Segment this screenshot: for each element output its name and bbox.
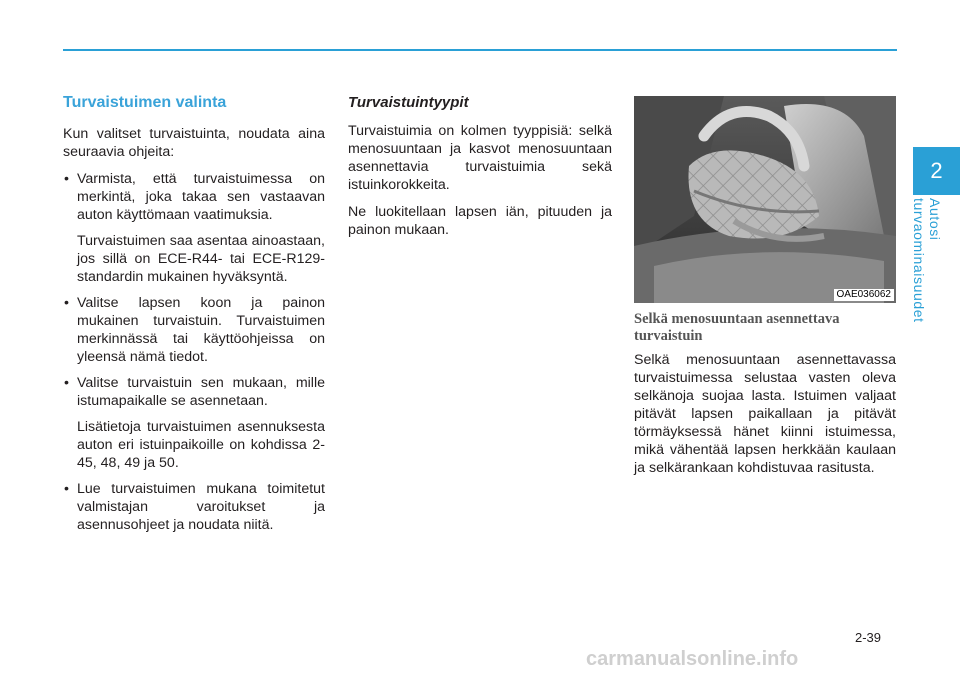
list-item (63, 294, 325, 366)
types-paragraph: Turvaistuimia on kolmen tyyppisiä: selkä menosuuntaan ja kasvot menosuuntaan asennettavia turvaistuimia sekä istuinkorokkeita. (348, 123, 612, 193)
rear-facing-seat-photo (634, 96, 896, 303)
rear-facing-paragraph: Selkä menosuuntaan asennettavassa turvaistuimessa selustaa vasten oleva selkänoja suojaa lasta. Istuimen valjaat pitävät lapsen paikallaan ja pitävät törmäyksessä hänet kiinni istuimessa, mikä vähentää lapsen herkkään kaulaan ja selkärankaan kohdistuvaa rasitusta. (634, 352, 896, 476)
classification-paragraph: Ne luokitellaan lapsen iän, pituuden ja painon mukaan. (348, 204, 612, 238)
section-title: Turvaistuimen valinta (63, 94, 227, 111)
column-left (63, 90, 325, 542)
intro-paragraph: Kun valitset turvaistuinta, noudata aina seuraavia ohjeita: (63, 126, 325, 160)
column-middle (348, 90, 612, 248)
header-rule (63, 49, 897, 51)
chapter-label: Autosi turvaominaisuudet (911, 198, 943, 323)
subsection-title: Turvaistuintyypit (348, 94, 469, 111)
list-item (63, 170, 325, 286)
bullet-icon: • (64, 481, 69, 497)
bullet-icon: • (64, 171, 69, 187)
car-seat-illustration (634, 96, 896, 303)
list-item-note: Turvaistuimen saa asentaa ainoastaan, jos sillä on ECE-R44- tai ECE-R129-standardin mukainen hyväksyntä. (77, 233, 325, 285)
list-item-text: Varmista, että turvaistuimessa on merkintä, joka takaa sen vastaavan auton käyttömaan vaatimuksia. (77, 171, 325, 223)
list-item-text: Valitse turvaistuin sen mukaan, mille istumapaikalle se asennetaan. (77, 375, 325, 409)
chapter-number-tab: 2 (913, 147, 960, 195)
list-item-text: Valitse lapsen koon ja painon mukainen turvaistuin. Turvaistuimen merkinnässä tai käyttöohjeissa on yleensä nämä tiedot. (77, 295, 325, 365)
list-item-note: Lisätietoja turvaistuimen asennuksesta auton eri istuinpaikoille on kohdissa 2-45, 48, 49 ja 50. (77, 419, 325, 471)
bullet-icon: • (64, 295, 69, 311)
image-caption: Selkä menosuuntaan asennettava turvaistuin (634, 311, 840, 344)
column-right (634, 90, 896, 486)
list-item (63, 374, 325, 472)
list-item (63, 480, 325, 534)
guideline-list (63, 170, 325, 534)
page-number: 2-39 (855, 630, 882, 645)
image-code-label: OAE036062 (834, 289, 895, 301)
watermark: carmanualsonline.info (586, 648, 799, 670)
list-item-text: Lue turvaistuimen mukana toimitetut valmistajan varoitukset ja asennusohjeet ja noudata niitä. (77, 481, 325, 533)
bullet-icon: • (64, 375, 69, 391)
